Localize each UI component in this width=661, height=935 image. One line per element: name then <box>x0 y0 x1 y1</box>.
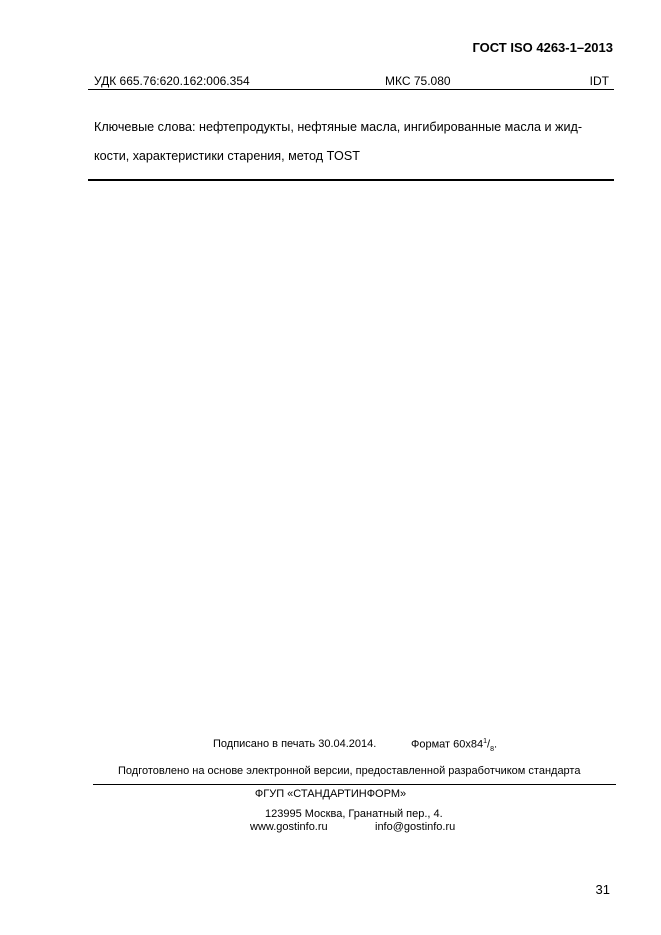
classification-rule <box>88 89 614 90</box>
keywords-line-2: кости, характеристики старения, метод TOST <box>94 149 360 163</box>
publisher-rule <box>93 784 616 785</box>
format-label: Формат 60х84 <box>411 738 484 751</box>
idt-label: IDT <box>589 74 609 88</box>
prepared-note: Подготовлено на основе электронной версии, предоставленной разработчиком стандарта <box>118 765 581 777</box>
page-number: 31 <box>595 882 610 897</box>
format-end: . <box>493 738 498 751</box>
format-numerator: 1 <box>483 738 488 745</box>
publisher-name: ФГУП «СТАНДАРТИНФОРМ» <box>254 788 407 800</box>
format-denominator: 8 <box>490 745 494 753</box>
mks-code: МКС 75.080 <box>385 74 451 88</box>
publisher-website: www.gostinfo.ru <box>250 821 328 833</box>
publisher-email: info@gostinfo.ru <box>375 821 456 833</box>
keywords-line-1: Ключевые слова: нефтепродукты, нефтяные масла, ингибированные масла и жид- <box>94 120 583 134</box>
udk-code: УДК 665.76:620.162:006.354 <box>94 74 250 88</box>
print-format: Формат $60х84^1/_8$. <box>411 738 498 753</box>
signed-date: Подписано в печать 30.04.2014. <box>213 738 377 750</box>
keywords-rule <box>88 179 614 181</box>
document-code: ГОСТ ISO 4263-1–2013 <box>472 40 613 55</box>
publisher-address: 123995 Москва, Гранатный пер., 4. <box>265 808 443 820</box>
